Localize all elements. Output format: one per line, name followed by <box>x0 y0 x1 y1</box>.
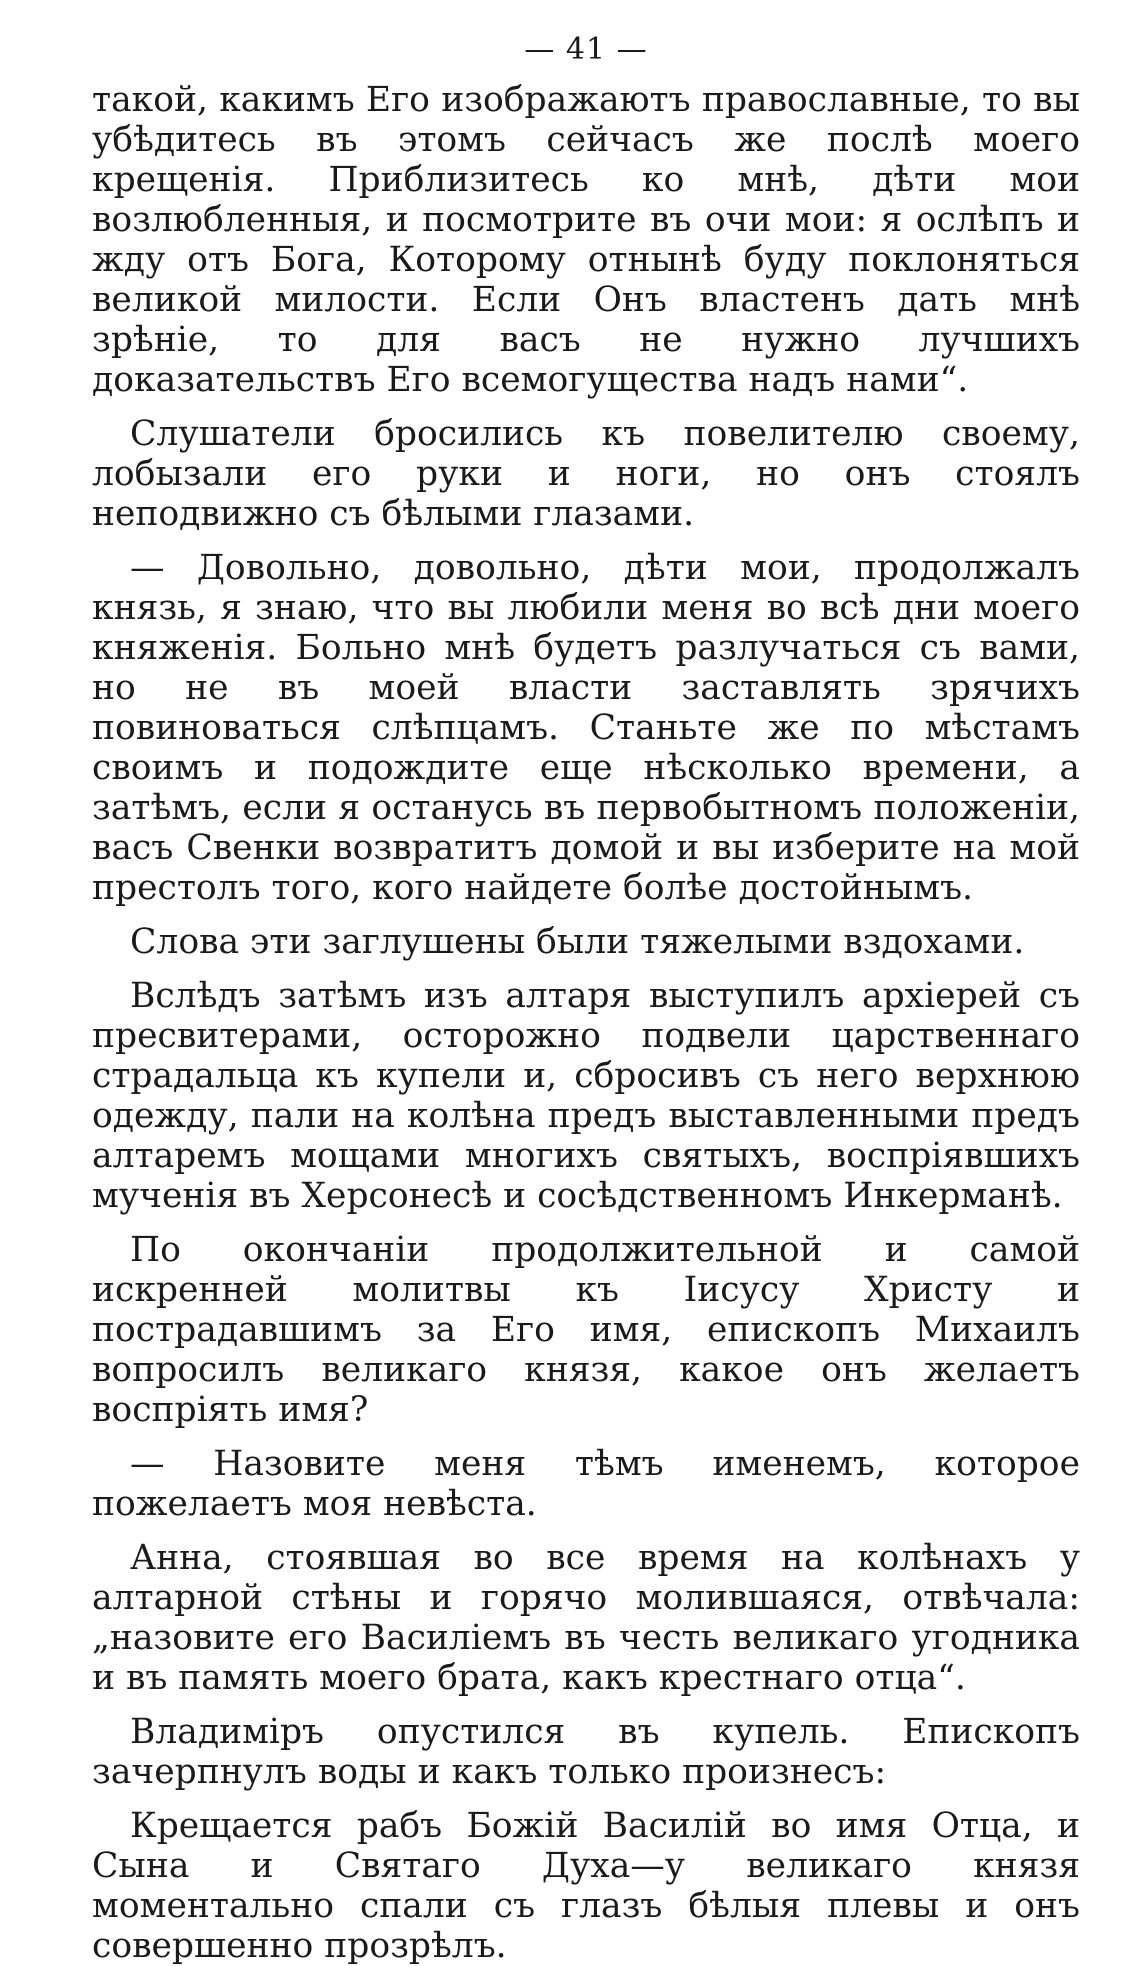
paragraph-6: По окончаніи продолжительной и самой искренней молитвы къ Іисусу Христу и пострадавшимъ за Его имя, епископъ Михаилъ вопросилъ великаго князя, какое онъ желаетъ воспріять имя? <box>92 1230 1080 1430</box>
paragraph-10: Крещается рабъ Божій Василій во имя Отца, и Сына и Святаго Духа—у великаго князя моментально спали съ глазъ бѣлыя плевы и онъ совершенно прозрѣлъ. <box>92 1806 1080 1966</box>
paragraph-5: Вслѣдъ затѣмъ изъ алтаря выступилъ архіерей съ пресвитерами, осторожно подвели царственнаго страдальца къ купели и, сбросивъ съ него верхнюю одежду, пали на колѣна предъ выставленными предъ алтаремъ мощами многихъ святыхъ, воспріявшихъ мученія въ Херсонесѣ и сосѣдственномъ Инкерманѣ. <box>92 976 1080 1216</box>
page-number: — 41 — <box>524 32 648 67</box>
paragraph-4: Слова эти заглушены были тяжелыми вздохами. <box>130 922 1025 962</box>
paragraph-8: Анна, стоявшая во все время на колѣнахъ у алтарной стѣны и горячо молившаяся, отвѣчала: „назовите его Василіемъ въ честь великаго угодника и въ память моего брата, какъ крестнаго отца“. <box>92 1538 1080 1698</box>
book-page <box>92 28 1080 1966</box>
paragraph-1: такой, какимъ Его изображаютъ православные, то вы убѣдитесь въ этомъ сейчасъ же послѣ моего крещенія. Приблизитесь ко мнѣ, дѣти мои возлюбленныя, и посмотрите въ очи мои: я ослѣпъ и жду отъ Бога, Которому отнынѣ буду поклоняться великой милости. Если Онъ властенъ дать мнѣ зрѣніе, то для васъ не нужно лучшихъ доказательствъ Его всемогущества надъ нами“. <box>92 80 1080 400</box>
paragraph-7: — Назовите меня тѣмъ именемъ, которое пожелаетъ моя невѣста. <box>92 1444 1080 1524</box>
paragraph-2: Слушатели бросились къ повелителю своему, лобызали его руки и ноги, но онъ стоялъ неподвижно съ бѣлыми глазами. <box>92 414 1080 534</box>
paragraph-9: Владиміръ опустился въ купель. Епископъ зачерпнулъ воды и какъ только произнесъ: <box>92 1712 1080 1792</box>
paragraph-3: — Довольно, довольно, дѣти мои, продолжалъ князь, я знаю, что вы любили меня во всѣ дни моего княженія. Больно мнѣ будетъ разлучаться съ вами, но не въ моей власти заставлять зрячихъ повиноваться слѣпцамъ. Станьте же по мѣстамъ своимъ и подождите еще нѣсколько времени, а затѣмъ, если я останусь въ первобытномъ положеніи, васъ Свенки возвратитъ домой и вы изберите на мой престолъ того, кого найдете болѣе достойнымъ. <box>92 548 1080 908</box>
